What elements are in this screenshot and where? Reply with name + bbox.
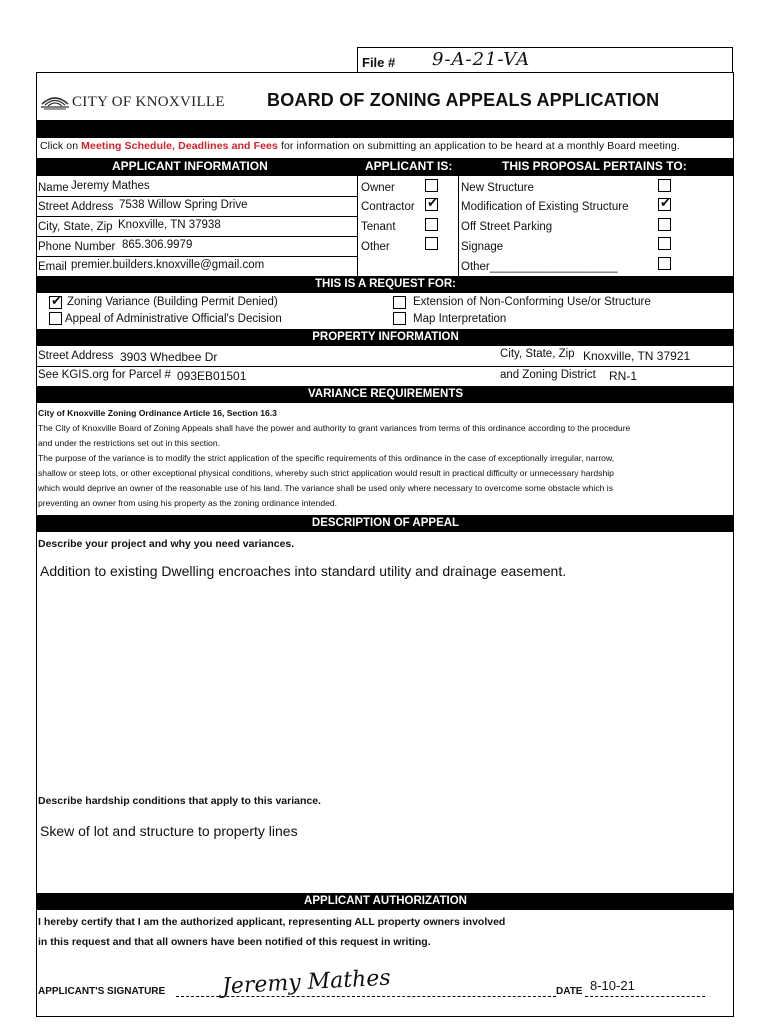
tenant-checkbox[interactable]: [425, 218, 438, 231]
variance-heading: VARIANCE REQUIREMENTS: [37, 386, 734, 403]
variance-text-line: shallow or steep lots, or other exceptional physical conditions, whereby such strict application would result in practical difficulty or unnecessary hardship: [38, 468, 614, 478]
row-divider: [37, 236, 357, 237]
intro-text: Click on Meeting Schedule, Deadlines and Fees for information on submitting an application to be heard at a monthly Board meeting.: [40, 140, 680, 152]
certification-line: in this request and that all owners have been notified of this request in writing.: [38, 936, 431, 948]
variance-text-line: The purpose of the variance is to modify the strict application of the specific requirements of this ordinance in the case of exceptionally irregular, narrow,: [38, 453, 615, 463]
property-street-label: Street Address: [38, 350, 114, 362]
off-street-parking-label: Off Street Parking: [461, 221, 553, 233]
logo-text: CITY OF KNOXVILLE: [72, 94, 225, 110]
date-label: DATE: [556, 986, 583, 997]
applicant-email-label: Email: [38, 261, 67, 273]
appeal-label: Appeal of Administrative Official's Decision: [65, 313, 282, 325]
project-prompt: Describe your project and why you need variances.: [38, 538, 295, 550]
zoning-district-field[interactable]: RN-1: [609, 369, 638, 383]
applicant-email-field[interactable]: premier.builders.knoxville@gmail.com: [71, 259, 265, 271]
date-field[interactable]: 8-10-21: [590, 978, 635, 993]
variance-text-line: The City of Knoxville Board of Zoning Appeals shall have the power and authority to grant variances from terms of this ordinance according to the procedure: [38, 423, 631, 433]
applicant-is-heading: APPLICANT IS:: [365, 159, 453, 173]
owner-checkbox[interactable]: [425, 179, 438, 192]
applicant-info-heading: APPLICANT INFORMATION: [112, 159, 268, 173]
map-interpretation-label: Map Interpretation: [413, 313, 507, 325]
tenant-label: Tenant: [361, 221, 396, 233]
zoning-district-label: and Zoning District: [500, 369, 596, 381]
applicant-street-field[interactable]: 7538 Willow Spring Drive: [119, 199, 248, 211]
appeal-heading: DESCRIPTION OF APPEAL: [37, 515, 734, 532]
other-applicant-label: Other: [361, 241, 390, 253]
signature-field[interactable]: Jeremy Mathes: [221, 965, 392, 1000]
variance-text-line: and under the restrictions set out in this section.: [38, 438, 221, 448]
applicant-name-label: Name: [38, 182, 69, 194]
other-applicant-checkbox[interactable]: [425, 237, 438, 250]
check-mark-icon: ✔: [660, 195, 671, 210]
knoxville-logo-icon: [40, 90, 70, 110]
applicant-name-field[interactable]: Jeremy Mathes: [71, 180, 150, 192]
variance-text-line: preventing an owner from using his property as the zoning ordinance intended.: [38, 498, 338, 508]
variance-article: City of Knoxville Zoning Ordinance Article 16, Section 16.3: [38, 408, 277, 418]
file-number-box: [357, 47, 733, 72]
check-mark-icon: ✔: [427, 195, 438, 210]
off-street-parking-checkbox[interactable]: [658, 218, 671, 231]
parcel-label: See KGIS.org for Parcel #: [38, 369, 171, 381]
authorization-heading: APPLICANT AUTHORIZATION: [37, 893, 734, 910]
proposal-heading: THIS PROPOSAL PERTAINS TO:: [502, 159, 687, 173]
meeting-schedule-link[interactable]: Meeting Schedule, Deadlines and Fees: [81, 140, 278, 152]
applicant-city-label: City, State, Zip: [38, 221, 113, 233]
property-city-label: City, State, Zip: [500, 348, 575, 360]
file-number-value[interactable]: 9-A-21-VA: [432, 49, 531, 70]
property-street-field[interactable]: 3903 Whedbee Dr: [120, 350, 218, 364]
applicant-phone-label: Phone Number: [38, 241, 116, 253]
page-title: BOARD OF ZONING APPEALS APPLICATION: [267, 90, 660, 110]
row-divider: [37, 366, 734, 367]
column-divider: [458, 176, 459, 276]
contractor-checkbox[interactable]: [425, 195, 438, 211]
signage-checkbox[interactable]: [658, 237, 671, 250]
applicant-phone-field[interactable]: 865.306.9979: [122, 239, 193, 251]
signature-label: APPLICANT'S SIGNATURE: [38, 986, 166, 997]
parcel-field[interactable]: 093EB01501: [177, 369, 247, 383]
new-structure-checkbox[interactable]: [658, 179, 671, 192]
hardship-prompt: Describe hardship conditions that apply to this variance.: [38, 795, 321, 807]
contractor-label: Contractor: [361, 201, 415, 213]
zoning-variance-checkbox[interactable]: [49, 293, 62, 309]
hardship-answer-field[interactable]: Skew of lot and structure to property lines: [40, 823, 298, 839]
map-interpretation-checkbox[interactable]: [393, 312, 406, 325]
applicant-street-label: Street Address: [38, 201, 114, 213]
date-line: [585, 996, 705, 997]
modification-label: Modification of Existing Structure: [461, 201, 629, 213]
appeal-checkbox[interactable]: [49, 312, 62, 325]
applicant-city-field[interactable]: Knoxville, TN 37938: [118, 219, 221, 231]
modification-checkbox[interactable]: [658, 195, 671, 211]
check-mark-icon: ✔: [51, 293, 62, 308]
signage-label: Signage: [461, 241, 504, 253]
property-heading: PROPERTY INFORMATION: [37, 329, 734, 346]
other-proposal-label: Other____________________: [461, 261, 618, 273]
other-proposal-checkbox[interactable]: [658, 257, 671, 270]
column-divider: [357, 176, 358, 276]
row-divider: [37, 216, 357, 217]
owner-label: Owner: [361, 182, 395, 194]
row-divider: [37, 196, 357, 197]
request-heading: THIS IS A REQUEST FOR:: [37, 276, 734, 293]
row-divider: [37, 256, 357, 257]
property-city-field[interactable]: Knoxville, TN 37921: [583, 349, 691, 363]
new-structure-label: New Structure: [461, 182, 534, 194]
header-divider-bar: [37, 120, 734, 138]
project-answer-field[interactable]: Addition to existing Dwelling encroaches into standard utility and drainage easement.: [40, 563, 567, 579]
extension-label: Extension of Non-Conforming Use/or Structure: [413, 296, 651, 308]
extension-checkbox[interactable]: [393, 296, 406, 309]
file-number-label: File #: [362, 55, 396, 70]
zoning-variance-label: Zoning Variance (Building Permit Denied): [67, 296, 278, 308]
variance-text-line: which would deprive an owner of the reasonable use of his land. The variance shall be used only where necessary to overcome some obstacle which is: [38, 483, 613, 493]
certification-line: I hereby certify that I am the authorized applicant, representing ALL property owners involved: [38, 916, 506, 928]
